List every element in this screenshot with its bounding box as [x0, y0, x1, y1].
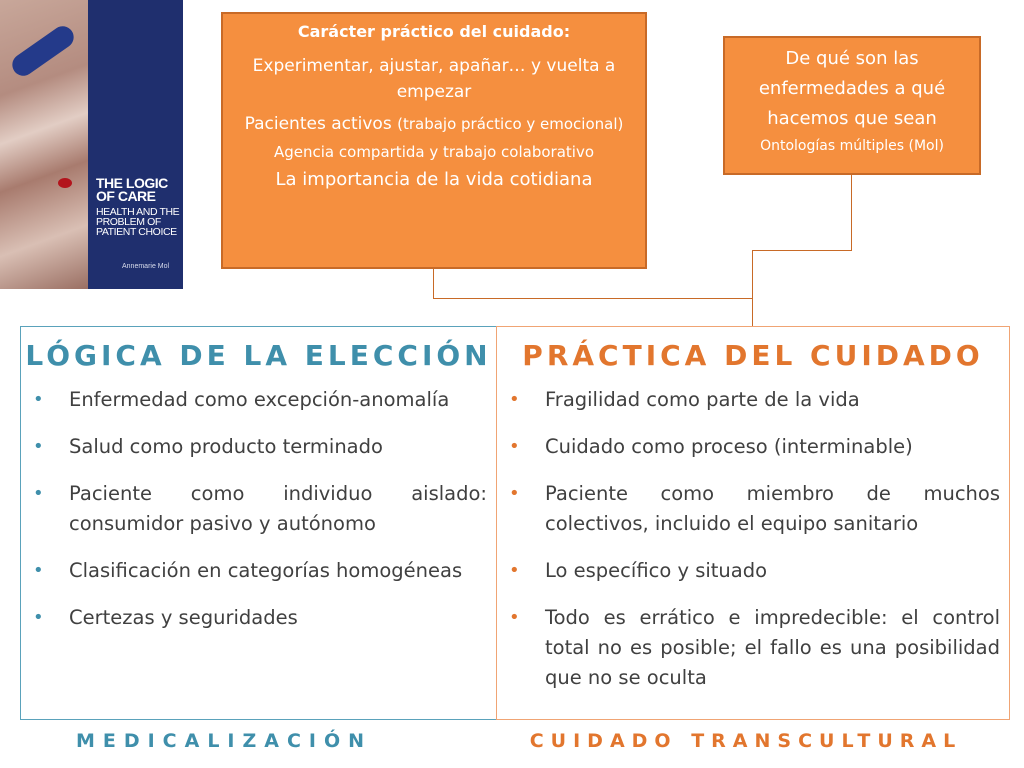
list-item: • Fragilidad como parte de la vida	[505, 385, 1000, 415]
bullet-icon: •	[509, 483, 520, 504]
bullet-icon: •	[33, 389, 44, 410]
book-subtitle: HEALTH AND THE PROBLEM OF PATIENT CHOICE	[96, 206, 180, 238]
transcultural-care-footer: CUIDADO TRANSCULTURAL	[529, 730, 963, 752]
list-item: • Lo específico y situado	[505, 556, 1000, 586]
care-box-line1: Experimentar, ajustar, apañar… y vuelta a empezar	[252, 56, 616, 102]
connector-to-right-panel	[752, 250, 753, 326]
list-item: • Paciente como miembro de muchos colectivos, incluido el equipo sanitario	[505, 479, 1000, 539]
list-item: • Todo es errático e impredecible: el control total no es posible; el fallo es una posibilidad que no se oculta	[505, 603, 1000, 693]
choice-logic-panel	[20, 326, 497, 720]
bullet-icon: •	[33, 560, 44, 581]
book-author: Annemarie Mol	[122, 263, 170, 270]
lancet-device	[8, 22, 78, 80]
list-item: • Certezas y seguridades	[29, 603, 487, 633]
bullet-icon: •	[509, 436, 520, 457]
bullet-icon: •	[509, 389, 520, 410]
cover-photo-hands	[0, 0, 88, 289]
care-practice-title: PRÁCTICA DEL CUIDADO	[522, 339, 984, 372]
care-box-heading: Carácter práctico del cuidado:	[297, 22, 571, 41]
connector-box1-down	[433, 269, 434, 298]
bullet-icon: •	[33, 607, 44, 628]
connector-horizontal-bottom	[433, 298, 753, 299]
bullet-icon: •	[509, 607, 520, 628]
list-item: • Enfermedad como excepción-anomalía	[29, 385, 487, 415]
list-item: • Clasificación en categorías homogéneas	[29, 556, 487, 586]
choice-logic-list	[29, 385, 487, 650]
bullet-icon: •	[509, 560, 520, 581]
book-title: THE LOGIC OF CARE	[96, 175, 168, 204]
care-box-line2-main: Pacientes activos	[244, 114, 392, 134]
list-item: • Cuidado como proceso (interminable)	[505, 432, 1000, 462]
list-item: • Paciente como individuo aislado: consumidor pasivo y autónomo	[29, 479, 487, 539]
disease-box-line2: Ontologías múltiples (Mol)	[760, 138, 944, 154]
bullet-icon: •	[33, 436, 44, 457]
choice-logic-title: LÓGICA DE LA ELECCIÓN	[25, 339, 492, 372]
bullet-icon: •	[33, 483, 44, 504]
care-practical-box	[221, 12, 647, 269]
care-box-line2	[233, 111, 635, 137]
connector-box2-down	[851, 175, 852, 251]
care-box-line2-note: (trabajo práctico y emocional)	[397, 115, 624, 133]
care-box-line3: Agencia compartida y trabajo colaborativo	[274, 143, 594, 161]
care-box-line4: La importancia de la vida cotidiana	[275, 169, 593, 190]
blood-drop	[58, 178, 72, 188]
disease-ontology-box	[723, 36, 981, 175]
care-practice-panel	[496, 326, 1010, 720]
book-cover	[0, 0, 183, 289]
connector-horizontal-top	[752, 250, 851, 251]
medicalization-footer: MEDICALIZACIÓN	[75, 730, 373, 752]
list-item: • Salud como producto terminado	[29, 432, 487, 462]
care-practice-list	[505, 385, 1000, 710]
disease-box-line1: De qué son las enfermedades a qué hacemos que sean	[758, 48, 946, 129]
